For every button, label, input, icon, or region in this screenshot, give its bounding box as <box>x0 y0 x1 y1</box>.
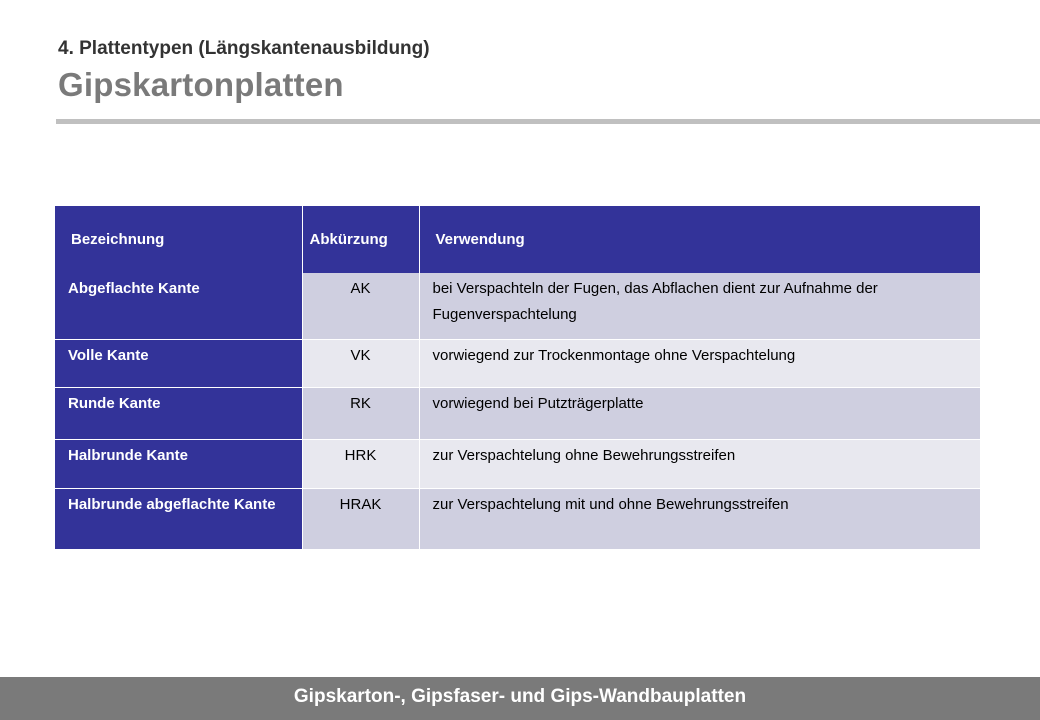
column-header-verwendung: Verwendung <box>419 206 980 273</box>
footer-bar: Gipskarton-, Gipsfaser- und Gips-Wandbauplatten <box>0 677 1040 720</box>
table-row <box>55 340 980 388</box>
row-abbreviation: HRAK <box>302 489 419 550</box>
title-divider <box>56 119 1040 124</box>
slide-title: Gipskartonplatten <box>58 66 344 103</box>
row-usage: vorwiegend zur Trockenmontage ohne Verspachtelung <box>419 340 980 388</box>
row-name: Abgeflachte Kante <box>55 273 302 340</box>
row-usage: zur Verspachtelung mit und ohne Bewehrungsstreifen <box>419 489 980 550</box>
row-usage: zur Verspachtelung ohne Bewehrungsstreifen <box>419 440 980 489</box>
table-row <box>55 489 980 550</box>
row-abbreviation: HRK <box>302 440 419 489</box>
row-abbreviation: VK <box>302 340 419 388</box>
table-row <box>55 440 980 489</box>
row-name: Halbrunde abgeflachte Kante <box>55 489 302 550</box>
table-header-row <box>55 206 980 273</box>
table-row <box>55 388 980 440</box>
slide-subtitle: 4. Plattentypen (Längskantenausbildung) <box>58 38 430 59</box>
column-header-abkuerzung: Abkürzung <box>302 206 419 273</box>
table-row <box>55 273 980 340</box>
row-usage: vorwiegend bei Putzträgerplatte <box>419 388 980 440</box>
row-name: Volle Kante <box>55 340 302 388</box>
row-usage: bei Verspachteln der Fugen, das Abflachen dient zur Aufnahme der Fugenverspachtelung <box>419 273 980 340</box>
row-abbreviation: AK <box>302 273 419 340</box>
plate-types-table <box>55 206 980 550</box>
row-name: Runde Kante <box>55 388 302 440</box>
row-name: Halbrunde Kante <box>55 440 302 489</box>
row-abbreviation: RK <box>302 388 419 440</box>
column-header-bezeichnung: Bezeichnung <box>55 206 302 273</box>
